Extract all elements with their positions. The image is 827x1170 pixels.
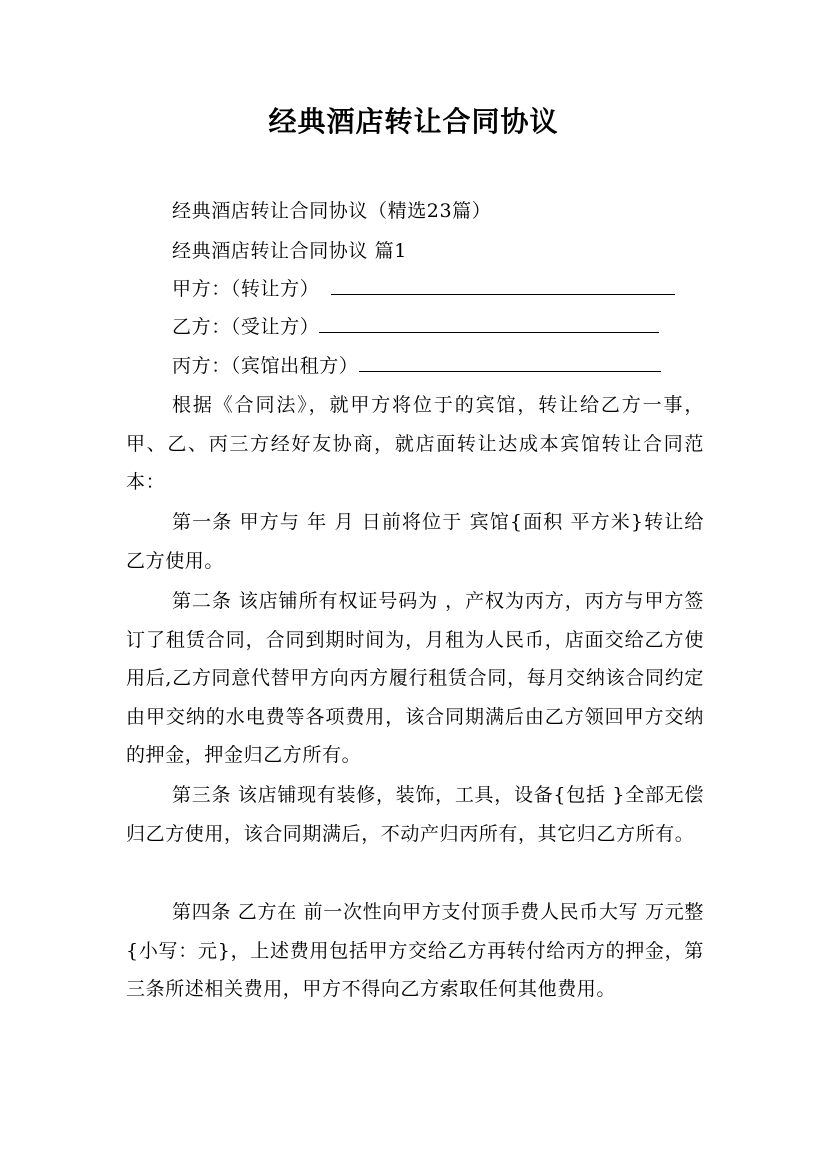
document-title: 经典酒店转让合同协议 [268,105,559,138]
article-3-paragraph: 第三条 该店铺现有装修，装饰，工具，设备{包括 }全部无偿归乙方使用，该合同期满后，不动产归丙所有，其它归乙方所有。 [126,784,704,845]
party-a-line [172,270,675,308]
party-c-line [172,347,661,385]
party-c-blank [359,353,661,372]
party-b-line [172,308,659,346]
article-4-paragraph: 第四条 乙方在 前一次性向甲方支付顶手费人民币大写 万元整{小写：元}，上述费用包括甲方交给乙方再转付给丙方的押金，第三条所述相关费用，甲方不得向乙方索取任何其他费用。 [126,901,704,1000]
document-subtitle: 经典酒店转让合同协议（精选23篇） [172,200,492,222]
party-a-blank [331,276,675,295]
party-c-label: 丙方：（宾馆出租方） [172,355,359,377]
intro-paragraph: 根据《合同法》，就甲方将位于的宾馆，转让给乙方一事，甲、乙、丙三方经好友协商，就店面转让达成本宾馆转让合同范本： [126,394,704,493]
party-a-label: 甲方：（转让方） [172,278,320,300]
article-2-paragraph: 第二条 该店铺所有权证号码为 ，产权为丙方，丙方与甲方签订了租赁合同，合同到期时间为，月租为人民币，店面交给乙方使用后,乙方同意代替甲方向丙方履行租赁合同，每月交纳该合同约定由甲交纳的水电费等各项费用，该合同期满后由乙方领回甲方交纳的押金，押金归乙方所有。 [126,590,704,766]
article-1-paragraph: 第一条 甲方与 年 月 日前将位于 宾馆{面积 平方米}转让给乙方使用。 [126,511,704,572]
party-b-label: 乙方：（受让方） [172,316,320,338]
section-heading: 经典酒店转让合同协议 篇1 [172,240,407,262]
party-b-blank [319,314,659,333]
